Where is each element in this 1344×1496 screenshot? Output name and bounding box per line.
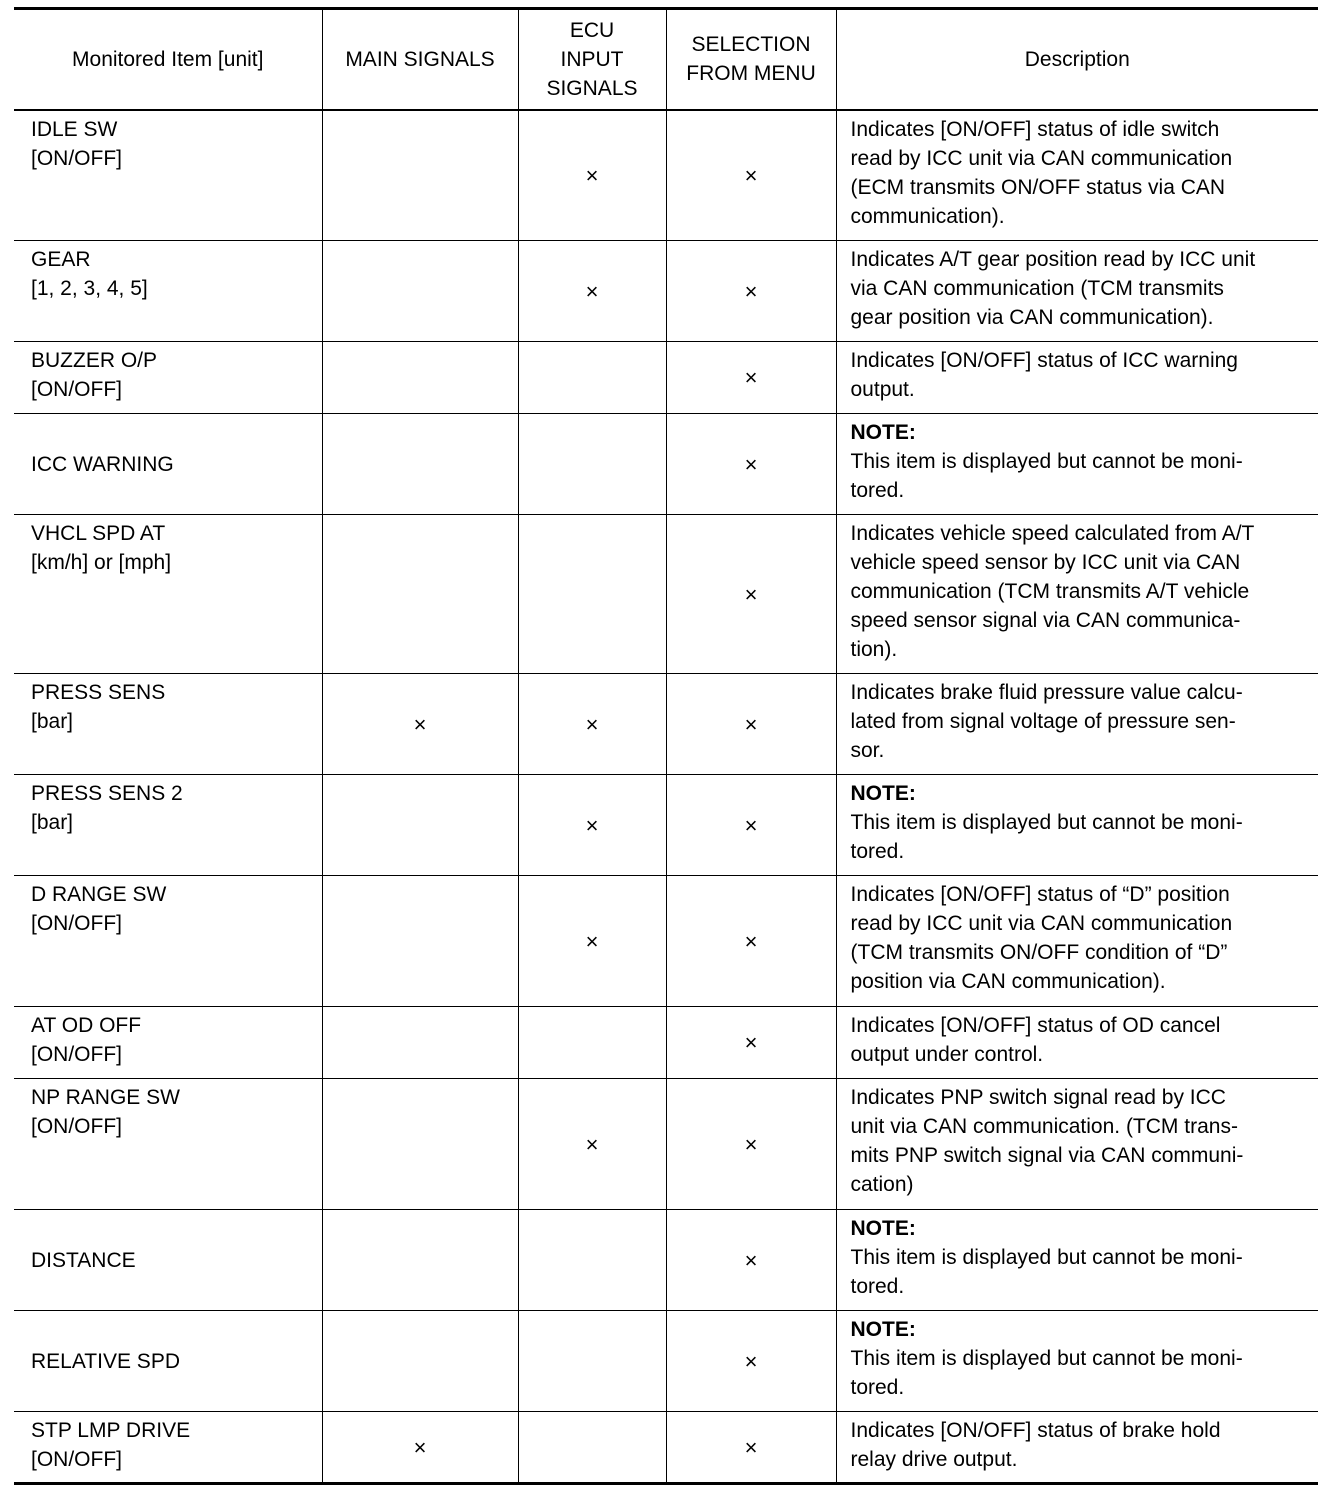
description-line: tored. bbox=[850, 1275, 905, 1298]
monitored-item-cell bbox=[14, 1210, 322, 1311]
main-mark-cell bbox=[322, 515, 518, 674]
description-line: output under control. bbox=[850, 1043, 1044, 1066]
item-unit: [bar] bbox=[31, 710, 74, 733]
item-unit: [ON/OFF] bbox=[31, 1043, 122, 1066]
item-name: ICC WARNING bbox=[31, 452, 174, 476]
header-item: Monitored Item [unit] bbox=[14, 9, 322, 110]
monitored-item-cell bbox=[14, 775, 322, 876]
description-line: communication (TCM transmits A/T vehicle bbox=[850, 580, 1250, 603]
description-line: Indicates brake fluid pressure value calcu- bbox=[850, 681, 1243, 704]
ecu-mark-cell: × bbox=[518, 241, 666, 342]
table-row bbox=[14, 241, 1318, 342]
item-unit: [ON/OFF] bbox=[31, 1448, 122, 1471]
note-label: NOTE: bbox=[850, 782, 916, 805]
description-line: This item is displayed but cannot be moni- bbox=[850, 811, 1243, 834]
description-line: tion). bbox=[850, 638, 898, 661]
item-name: DISTANCE bbox=[31, 1248, 136, 1272]
item-name: PRESS SENS bbox=[31, 681, 166, 704]
item-name: PRESS SENS 2 bbox=[31, 782, 183, 805]
table-row bbox=[14, 1210, 1318, 1311]
description-cell bbox=[836, 1079, 1318, 1210]
main-mark-cell: × bbox=[322, 674, 518, 775]
item-name: BUZZER O/P bbox=[31, 349, 158, 372]
table-row bbox=[14, 775, 1318, 876]
item-unit: [1, 2, 3, 4, 5] bbox=[31, 277, 148, 300]
description-line: tored. bbox=[850, 1376, 905, 1399]
description-line: lated from signal voltage of pressure sen- bbox=[850, 710, 1236, 733]
description-cell bbox=[836, 674, 1318, 775]
description-line: read by ICC unit via CAN communication bbox=[850, 146, 1233, 170]
main-mark-cell bbox=[322, 414, 518, 515]
description-line: Indicates PNP switch signal read by ICC bbox=[850, 1086, 1226, 1109]
description-line: gear position via CAN communication). bbox=[850, 306, 1214, 329]
description-line: position via CAN communication). bbox=[850, 970, 1166, 993]
selection-mark-cell: × bbox=[666, 342, 836, 414]
selection-mark-cell: × bbox=[666, 876, 836, 1007]
main-mark-cell bbox=[322, 1079, 518, 1210]
item-unit: [bar] bbox=[31, 811, 74, 834]
header-ecu-line: ECU bbox=[569, 18, 615, 42]
monitored-item-cell bbox=[14, 876, 322, 1007]
description-line: tored. bbox=[850, 840, 905, 863]
table-row bbox=[14, 1412, 1318, 1484]
description-line: read by ICC unit via CAN communication bbox=[850, 912, 1233, 935]
item-name: GEAR bbox=[31, 248, 91, 271]
table-row bbox=[14, 515, 1318, 674]
description-line: This item is displayed but cannot be moni- bbox=[850, 450, 1243, 473]
selection-mark-cell: × bbox=[666, 1412, 836, 1484]
note-label: NOTE: bbox=[850, 1318, 916, 1341]
item-name: RELATIVE SPD bbox=[31, 1349, 180, 1373]
item-name: D RANGE SW bbox=[31, 883, 167, 906]
table-row bbox=[14, 1007, 1318, 1079]
item-unit: [ON/OFF] bbox=[31, 146, 122, 170]
monitored-item-cell bbox=[14, 110, 322, 241]
description-line: Indicates [ON/OFF] status of OD cancel bbox=[850, 1014, 1221, 1037]
description-line: This item is displayed but cannot be moni- bbox=[850, 1347, 1243, 1370]
main-mark-cell bbox=[322, 241, 518, 342]
monitored-item-cell bbox=[14, 1079, 322, 1210]
ecu-mark-cell: × bbox=[518, 674, 666, 775]
monitored-item-cell bbox=[14, 1007, 322, 1079]
description-cell bbox=[836, 241, 1318, 342]
description-cell bbox=[836, 1007, 1318, 1079]
description-cell bbox=[836, 414, 1318, 515]
header-selection-line: FROM MENU bbox=[686, 62, 816, 86]
ecu-mark-cell bbox=[518, 515, 666, 674]
description-cell bbox=[836, 775, 1318, 876]
selection-mark-cell: × bbox=[666, 1007, 836, 1079]
description-line: cation) bbox=[850, 1173, 914, 1196]
header-main-signals: MAIN SIGNALS bbox=[322, 9, 518, 110]
item-unit: [km/h] or [mph] bbox=[31, 551, 172, 574]
ecu-mark-cell: × bbox=[518, 876, 666, 1007]
selection-mark-cell: × bbox=[666, 241, 836, 342]
table-row bbox=[14, 876, 1318, 1007]
monitored-item-cell bbox=[14, 1412, 322, 1484]
ecu-mark-cell: × bbox=[518, 775, 666, 876]
monitored-item-cell bbox=[14, 674, 322, 775]
description-line: Indicates [ON/OFF] status of brake hold bbox=[850, 1419, 1221, 1442]
description-line: speed sensor signal via CAN communica- bbox=[850, 609, 1241, 632]
note-label: NOTE: bbox=[850, 1217, 916, 1240]
selection-mark-cell: × bbox=[666, 775, 836, 876]
item-unit: [ON/OFF] bbox=[31, 378, 122, 401]
selection-mark-cell: × bbox=[666, 1079, 836, 1210]
main-mark-cell bbox=[322, 342, 518, 414]
description-line: mits PNP switch signal via CAN communi- bbox=[850, 1144, 1244, 1167]
description-cell bbox=[836, 342, 1318, 414]
header-selection-from-menu bbox=[666, 9, 836, 110]
monitor-table bbox=[14, 7, 1318, 1485]
header-selection-line: SELECTION bbox=[691, 33, 811, 57]
description-line: tored. bbox=[850, 479, 905, 502]
description-line: Indicates [ON/OFF] status of ICC warning bbox=[850, 349, 1238, 372]
description-line: This item is displayed but cannot be moni- bbox=[850, 1246, 1243, 1269]
item-name: STP LMP DRIVE bbox=[31, 1419, 191, 1442]
table-body bbox=[14, 110, 1318, 1484]
header-ecu-line: INPUT bbox=[560, 47, 624, 71]
table-row bbox=[14, 1311, 1318, 1412]
main-mark-cell bbox=[322, 1210, 518, 1311]
description-cell bbox=[836, 1412, 1318, 1484]
table-row bbox=[14, 342, 1318, 414]
ecu-mark-cell bbox=[518, 1007, 666, 1079]
ecu-mark-cell bbox=[518, 414, 666, 515]
header-ecu-line: SIGNALS bbox=[546, 76, 638, 100]
selection-mark-cell: × bbox=[666, 1311, 836, 1412]
note-label: NOTE: bbox=[850, 421, 916, 444]
main-mark-cell bbox=[322, 775, 518, 876]
table-row bbox=[14, 110, 1318, 241]
description-line: Indicates vehicle speed calculated from A/T bbox=[850, 522, 1255, 545]
main-mark-cell bbox=[322, 876, 518, 1007]
item-name: NP RANGE SW bbox=[31, 1086, 180, 1109]
selection-mark-cell: × bbox=[666, 515, 836, 674]
description-cell bbox=[836, 110, 1318, 241]
ecu-mark-cell bbox=[518, 1412, 666, 1484]
monitored-item-cell bbox=[14, 342, 322, 414]
item-name: IDLE SW bbox=[31, 117, 118, 141]
ecu-mark-cell bbox=[518, 342, 666, 414]
header-row bbox=[14, 9, 1318, 110]
selection-mark-cell: × bbox=[666, 674, 836, 775]
table-row bbox=[14, 674, 1318, 775]
description-line: Indicates [ON/OFF] status of idle switch bbox=[850, 117, 1220, 141]
description-cell bbox=[836, 515, 1318, 674]
selection-mark-cell: × bbox=[666, 110, 836, 241]
item-name: AT OD OFF bbox=[31, 1014, 142, 1037]
monitored-item-cell bbox=[14, 414, 322, 515]
ecu-mark-cell: × bbox=[518, 1079, 666, 1210]
description-line: Indicates A/T gear position read by ICC unit bbox=[850, 248, 1256, 271]
monitored-item-cell bbox=[14, 515, 322, 674]
description-line: sor. bbox=[850, 739, 885, 762]
header-ecu-input-signals bbox=[518, 9, 666, 110]
item-name: VHCL SPD AT bbox=[31, 522, 166, 545]
item-unit: [ON/OFF] bbox=[31, 912, 122, 935]
description-line: output. bbox=[850, 378, 915, 401]
ecu-mark-cell: × bbox=[518, 110, 666, 241]
monitored-item-cell bbox=[14, 241, 322, 342]
table-row bbox=[14, 1079, 1318, 1210]
description-line: via CAN communication (TCM transmits bbox=[850, 277, 1224, 300]
description-line: unit via CAN communication. (TCM trans- bbox=[850, 1115, 1238, 1138]
description-line: communication). bbox=[850, 204, 1005, 228]
description-cell bbox=[836, 1210, 1318, 1311]
description-line: (ECM transmits ON/OFF status via CAN bbox=[850, 175, 1226, 199]
selection-mark-cell: × bbox=[666, 414, 836, 515]
ecu-mark-cell bbox=[518, 1210, 666, 1311]
main-mark-cell: × bbox=[322, 1412, 518, 1484]
description-line: Indicates [ON/OFF] status of “D” position bbox=[850, 883, 1230, 906]
main-mark-cell bbox=[322, 110, 518, 241]
header-description: Description bbox=[836, 9, 1318, 110]
description-line: (TCM transmits ON/OFF condition of “D” bbox=[850, 941, 1228, 964]
ecu-mark-cell bbox=[518, 1311, 666, 1412]
description-line: relay drive output. bbox=[850, 1448, 1018, 1471]
main-mark-cell bbox=[322, 1007, 518, 1079]
monitored-item-cell bbox=[14, 1311, 322, 1412]
table-row bbox=[14, 414, 1318, 515]
description-cell bbox=[836, 876, 1318, 1007]
selection-mark-cell: × bbox=[666, 1210, 836, 1311]
description-cell bbox=[836, 1311, 1318, 1412]
description-line: vehicle speed sensor by ICC unit via CAN bbox=[850, 551, 1241, 574]
main-mark-cell bbox=[322, 1311, 518, 1412]
item-unit: [ON/OFF] bbox=[31, 1115, 122, 1138]
